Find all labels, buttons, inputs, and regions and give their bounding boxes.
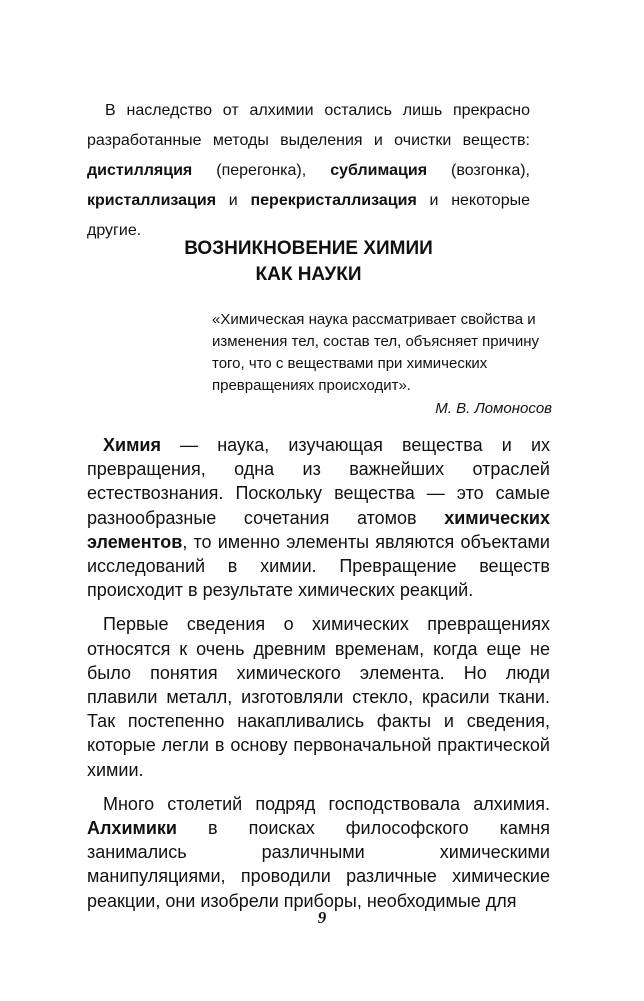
paragraph-first-knowledge: [87, 612, 550, 781]
section-heading: [87, 236, 530, 288]
term-alchemists: Алхимики: [87, 818, 177, 839]
intro-text-1: В наследство от алхимии остались лишь прекрасно разработанные методы выделения и очистки веществ:: [87, 102, 530, 149]
term-distillation: дистилляция: [87, 162, 193, 179]
epigraph: [212, 309, 552, 420]
paragraph-alchemy: [87, 792, 550, 913]
paragraph-1-text-2: , то именно элементы являются объектами исследований в химии. Превращение веществ происходит в результате химических реакций.: [87, 531, 550, 601]
paragraph-1-text-1: — наука, изучающая вещества и их превращения, одна из важнейших отраслей естествознания. Поскольку вещества — это самые разнообразные сочетания атомов: [87, 435, 550, 528]
paragraph-3-text-1: Много столетий подряд господствовала алхимия.: [103, 793, 550, 814]
intro-paragraph: [87, 96, 530, 246]
section-heading-line-1: ВОЗНИКНОВЕНИЕ ХИМИИ: [184, 238, 433, 259]
intro-text-3: (возгонка),: [427, 162, 530, 179]
intro-text-2: (перегонка),: [192, 162, 331, 179]
epigraph-author: М. В. Ломоносов: [435, 400, 552, 417]
section-heading-line-2: КАК НАУКИ: [255, 264, 362, 285]
intro-text-5: и некоторые другие.: [87, 192, 530, 239]
term-sublimation: сублимация: [330, 162, 428, 179]
paragraph-3-text-2: в поисках философского камня занимались различными химическими манипуляциями, проводили различные химические реакции, они изобрели приборы, необходимые для: [87, 818, 550, 911]
epigraph-quote: «Химическая наука рассматривает свойства и изменения тел, состав тел, объясняет причину того, что с веществами при химических превращениях происходит».: [212, 311, 539, 394]
body-text: [87, 433, 550, 923]
term-crystallization: кристаллизация: [87, 192, 217, 209]
page-number: 9: [317, 908, 327, 927]
term-chemistry: Химия: [103, 435, 161, 455]
term-chemical-elements: химических элементов: [87, 507, 550, 552]
term-recrystallization: перекристаллизация: [250, 192, 417, 209]
paragraph-2-text: Первые сведения о химических превращениях относятся к очень древним временам, когда еще не было понятия химического элемента. Но люди плавили металл, изготовляли стекло, красили ткани. Так постепенно накапливались факты и сведения, которые легли в основу первоначальной практической химии.: [87, 614, 550, 780]
paragraph-chemistry-definition: [87, 433, 550, 602]
intro-text-4: и: [216, 192, 251, 209]
